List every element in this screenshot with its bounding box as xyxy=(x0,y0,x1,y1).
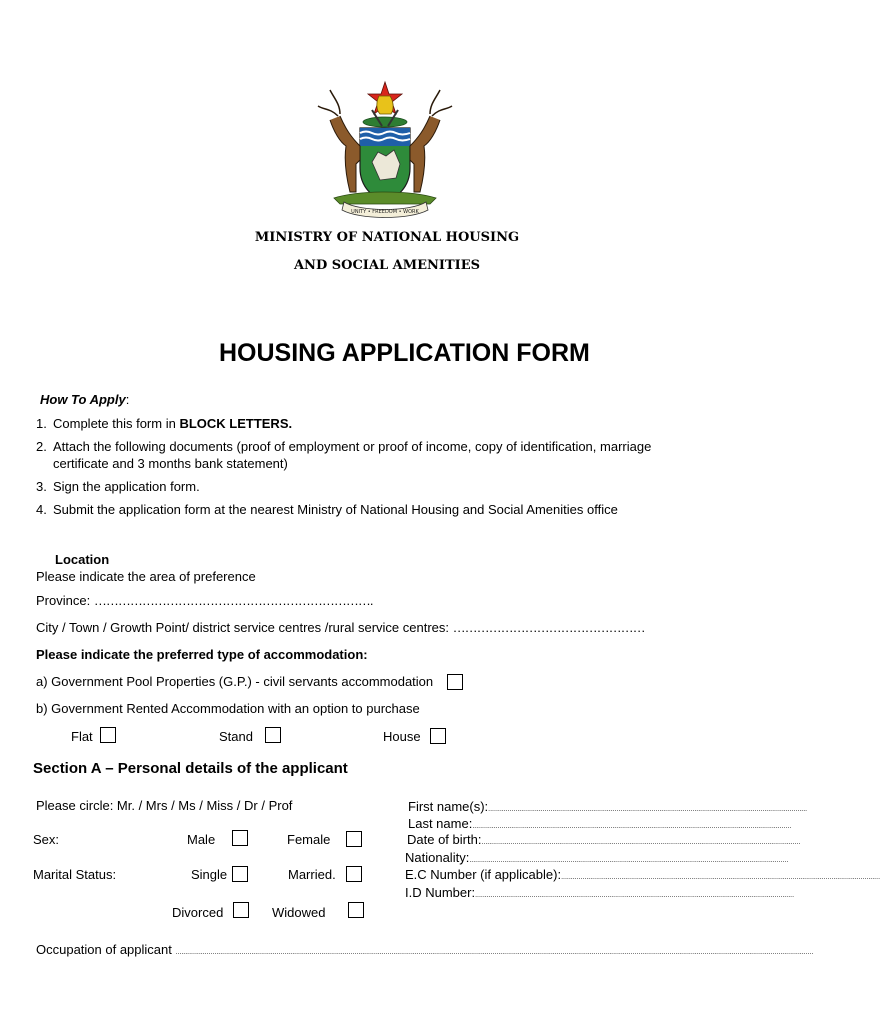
id-number-field[interactable]: I.D Number:.................................................................................................................................................................... xyxy=(405,885,795,900)
step-2-continued: certificate and 3 months bank statement) xyxy=(53,456,288,471)
coat-of-arms-emblem xyxy=(300,80,480,222)
location-instruction: Please indicate the area of preference xyxy=(36,569,256,584)
section-a-heading: Section A – Personal details of the applicant xyxy=(33,760,348,777)
step-number: 4. xyxy=(36,502,47,517)
location-heading: Location xyxy=(55,552,110,567)
motto-text: UNITY • FREEDOM • WORK xyxy=(351,209,419,215)
single-checkbox[interactable] xyxy=(232,866,248,882)
male-label: Male xyxy=(187,832,216,847)
ec-number-field[interactable]: E.C Number (if applicable):.................................................................................................................................................................... xyxy=(405,867,880,882)
sex-label: Sex: xyxy=(33,832,60,847)
first-names-field[interactable]: First name(s):.................................................................................................................................................................... xyxy=(408,799,808,814)
stand-checkbox[interactable] xyxy=(265,727,281,743)
divorced-label: Divorced xyxy=(172,905,224,920)
house-label: House xyxy=(383,729,421,744)
stand-label: Stand xyxy=(219,729,253,744)
house-checkbox[interactable] xyxy=(430,728,446,744)
accommodation-heading: Please indicate the preferred type of accommodation: xyxy=(36,647,368,662)
page-title: HOUSING APPLICATION FORM xyxy=(219,339,590,367)
divorced-checkbox[interactable] xyxy=(233,902,249,918)
step-2: 2. Attach the following documents (proof of employment or proof of income, copy of identification, marriage xyxy=(36,439,652,454)
step-number: 3. xyxy=(36,479,47,494)
kudu-left-icon xyxy=(330,116,360,192)
female-label: Female xyxy=(287,832,331,847)
last-name-field[interactable]: Last name:.................................................................................................................................................................... xyxy=(408,816,792,831)
ministry-line-2: AND SOCIAL AMENITIES xyxy=(293,258,481,273)
how-to-apply-heading: How To Apply: xyxy=(40,392,130,407)
married-checkbox[interactable] xyxy=(346,866,362,882)
bird-icon xyxy=(377,96,393,114)
option-a-checkbox[interactable] xyxy=(447,674,463,690)
step-3: 3. Sign the application form. xyxy=(36,479,200,494)
male-checkbox[interactable] xyxy=(232,830,248,846)
step-number: 1. xyxy=(36,416,47,431)
province-field[interactable]: Province: ……………………………………………………………. xyxy=(36,593,373,608)
flat-checkbox[interactable] xyxy=(100,727,116,743)
occupation-field[interactable]: Occupation of applicant ........................................................................................................................................................................................................................................................................................................................................ xyxy=(36,942,814,957)
married-label: Married. xyxy=(288,867,336,882)
date-of-birth-field[interactable]: Date of birth:.................................................................................................................................................................... xyxy=(407,832,801,847)
single-label: Single xyxy=(191,867,228,882)
female-checkbox[interactable] xyxy=(346,831,362,847)
title-options[interactable]: Please circle: Mr. / Mrs / Ms / Miss / Dr / Prof xyxy=(36,798,293,813)
kudu-right-icon xyxy=(410,116,440,192)
nationality-field[interactable]: Nationality:.................................................................................................................................................................... xyxy=(405,850,789,865)
step-number: 2. xyxy=(36,439,47,454)
step-1: 1. Complete this form in BLOCK LETTERS. xyxy=(36,416,293,431)
option-a-label: a) Government Pool Properties (G.P.) - civil servants accommodation xyxy=(36,674,434,689)
step-4: 4. Submit the application form at the nearest Ministry of National Housing and Social Amenities office xyxy=(36,502,618,517)
flat-label: Flat xyxy=(71,729,93,744)
ministry-line-1: MINISTRY OF NATIONAL HOUSING xyxy=(254,230,520,245)
option-b-label: b) Government Rented Accommodation with an option to purchase xyxy=(36,701,420,716)
widowed-checkbox[interactable] xyxy=(348,902,364,918)
city-field[interactable]: City / Town / Growth Point/ district service centres /rural service centres: ………………………………………… xyxy=(36,620,645,635)
marital-status-label: Marital Status: xyxy=(33,867,117,882)
widowed-label: Widowed xyxy=(272,905,326,920)
